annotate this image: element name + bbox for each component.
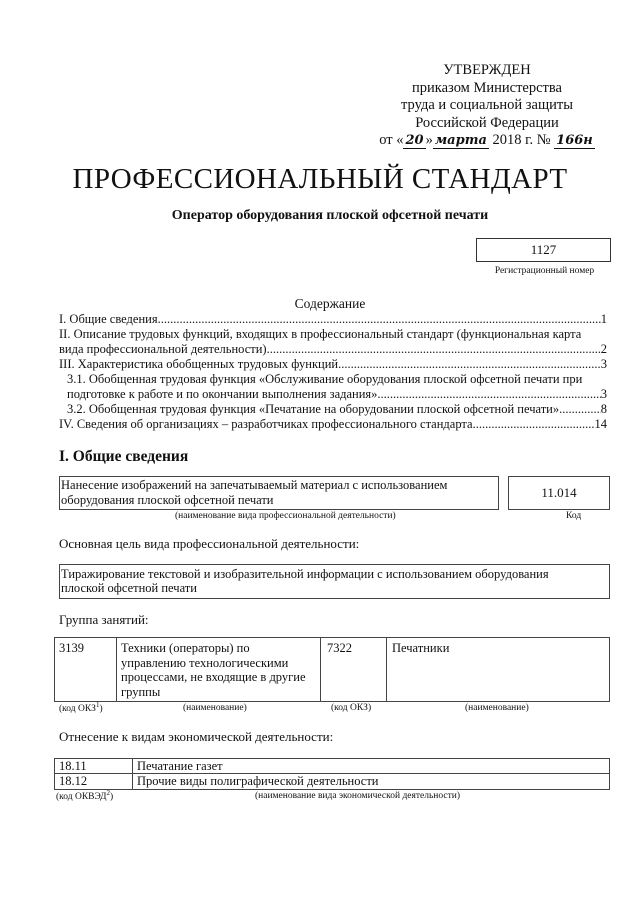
approval-day-handwritten: 20 [405, 133, 424, 148]
toc-entry-text: 3.2. Обобщенная трудовая функция «Печатание на оборудовании плоской офсетной печати» [67, 402, 560, 416]
approval-line-4: Российской Федерации [415, 114, 559, 131]
toc-page: 14 [594, 417, 607, 431]
footnote-marker[interactable]: 2 [106, 789, 110, 797]
toc-entry-iii[interactable] [59, 357, 607, 372]
caption-okved-end: ) [109, 792, 114, 803]
group-label: Группа занятий: [59, 612, 149, 627]
group-name-2: Печатники [392, 641, 450, 655]
registration-number-box: 1127 [476, 238, 611, 262]
caption-econ-name: (наименование вида экономической деятельности) [255, 791, 460, 801]
approval-date-year: 2018 г. № [488, 132, 555, 148]
activity-name-line1: Нанесение изображений на запечатываемый материал с использованием [61, 478, 448, 492]
group-table-divider [386, 637, 387, 701]
approval-block [372, 62, 602, 150]
caption-okz-1-end: ) [99, 704, 103, 715]
econ-table-divider [132, 758, 133, 789]
group-name-1-line: группы [121, 684, 161, 699]
toc-page: 3 [600, 387, 607, 401]
group-code-1: 3139 [59, 641, 84, 655]
caption-activity-name: (наименование вида профессиональной деятельности) [175, 511, 396, 521]
econ-name-2: Прочие виды полиграфической деятельности [137, 774, 379, 788]
group-table-divider [320, 637, 321, 701]
toc-leader [267, 342, 601, 357]
econ-name-1: Печатание газет [137, 759, 223, 773]
toc-entry-iii-2[interactable] [59, 402, 607, 417]
approval-line-3: труда и социальной защиты [401, 97, 573, 113]
econ-code-1: 18.11 [59, 759, 87, 773]
toc-entry-text: IV. Сведения об организациях – разработчиках профессионального стандарта [59, 417, 473, 431]
toc-entry-ii-line2[interactable] [59, 342, 607, 357]
activity-code-box: 11.014 [508, 476, 610, 510]
section-heading: I. Общие сведения [59, 448, 189, 465]
toc-leader [338, 357, 601, 372]
approval-number-handwritten: 166н [556, 133, 593, 148]
toc-entry-text: подготовке к работе и по окончании выполнения задания» [67, 387, 378, 401]
table-of-contents [59, 312, 607, 432]
approval-date-mid: » [425, 132, 433, 148]
footnote-marker[interactable]: 1 [95, 701, 100, 709]
caption-code: Код [566, 511, 582, 521]
econ-code-2: 18.12 [59, 774, 88, 788]
approval-month-handwritten: марта [434, 133, 487, 148]
toc-leader [473, 417, 595, 432]
toc-page: 8 [600, 402, 607, 416]
toc-leader [559, 402, 601, 417]
toc-entry-ii-line1[interactable]: II. Описание трудовых функций, входящих в профессиональный стандарт (функциональная карта [59, 327, 582, 341]
group-table-divider [116, 637, 117, 701]
caption-name-2: (наименование) [465, 703, 529, 713]
toc-title: Содержание [294, 296, 366, 311]
caption-name-1: (наименование) [183, 703, 247, 713]
goal-label: Основная цель вида профессиональной деятельности: [59, 536, 360, 551]
approval-line-1: УТВЕРЖДЕН [443, 62, 531, 78]
caption-okz-2: (код ОКЗ) [331, 703, 372, 713]
toc-leader [377, 387, 600, 402]
registration-number-label: Регистрационный номер [494, 266, 595, 276]
group-code-2: 7322 [327, 641, 352, 655]
group-name-1 [121, 641, 306, 699]
group-name-1-line: управлению технологическими [121, 655, 289, 670]
caption-okz-1-text: (код ОКЗ [59, 704, 96, 715]
toc-entry-text: I. Общие сведения [59, 312, 158, 326]
toc-entry-text: вида профессиональной деятельности) [59, 342, 267, 356]
econ-label: Отнесение к видам экономической деятельности: [59, 729, 334, 744]
activity-name-line2: оборудования плоской офсетной печати [61, 493, 274, 507]
caption-okz-1 [59, 701, 103, 714]
toc-entry-iii-1-line1[interactable]: 3.1. Обобщенная трудовая функция «Обслуживание оборудования плоской офсетной печати при [67, 372, 583, 386]
group-name-1-line: Техники (операторы) по [121, 641, 250, 655]
document-subtitle: Оператор оборудования плоской офсетной печати [171, 208, 489, 223]
toc-page: 2 [600, 342, 607, 356]
group-name-1-line: процессами, не входящие в другие [121, 670, 306, 684]
caption-okved-text: (код ОКВЭД [56, 792, 107, 803]
toc-entry-iv[interactable] [59, 417, 607, 432]
approval-date-prefix: от « [379, 132, 404, 148]
toc-page: 1 [600, 312, 607, 326]
caption-okved [56, 789, 113, 802]
goal-line1: Тиражирование текстовой и изобразительной информации с использованием оборудования [61, 567, 549, 581]
approval-line-2: приказом Министерства [412, 79, 562, 96]
toc-page: 3 [600, 357, 607, 371]
toc-leader [158, 312, 601, 327]
goal-line2: плоской офсетной печати [61, 581, 197, 595]
toc-entry-i[interactable] [59, 312, 607, 327]
document-title: ПРОФЕССИОНАЛЬНЫЙ СТАНДАРТ [72, 163, 568, 195]
toc-entry-iii-1-line2[interactable] [59, 387, 607, 402]
approval-date-line [372, 132, 602, 150]
toc-entry-text: III. Характеристика обобщенных трудовых функций [59, 357, 339, 371]
